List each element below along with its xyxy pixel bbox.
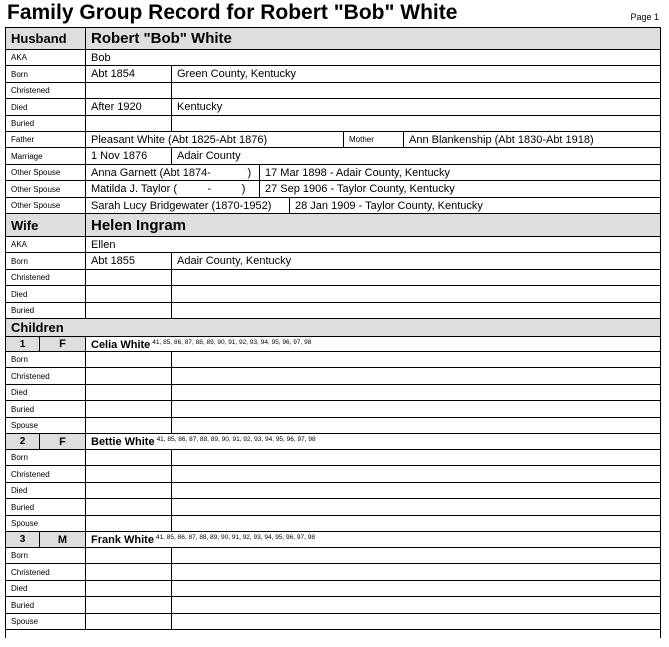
mother-value: Ann Blankenship (Abt 1830-Abt 1918) <box>409 133 594 146</box>
wife-buried-row <box>5 303 661 319</box>
husband-aka-row <box>5 50 661 66</box>
wife-died-place <box>172 286 660 302</box>
other-spouse-marriage: 17 Mar 1898 - Adair County, Kentucky <box>265 166 451 179</box>
child-event-row <box>5 614 661 630</box>
event-date <box>86 614 172 629</box>
event-place <box>172 450 660 465</box>
child-event-row <box>5 401 661 418</box>
event-place <box>172 581 660 596</box>
child-sex: M <box>40 532 86 547</box>
husband-parents-row <box>5 132 661 148</box>
child-sources: 41, 85, 86, 87, 88, 89, 90, 91, 92, 93, 94, 95, 96, 97, 98 <box>155 534 315 541</box>
husband-label: Husband <box>6 28 86 49</box>
row-label: Spouse <box>6 418 86 433</box>
husband-christened-row <box>5 83 661 99</box>
row-label: Buried <box>6 499 86 515</box>
event-date <box>86 564 172 580</box>
child-header-row <box>5 434 661 450</box>
wife-born-row <box>5 253 661 270</box>
row-label: Died <box>6 286 86 302</box>
child-event-row <box>5 516 661 532</box>
other-spouse-name: Sarah Lucy Bridgewater (1870-1952) <box>86 198 290 213</box>
row-label: Buried <box>6 303 86 318</box>
wife-born-date: Abt 1855 <box>86 253 172 269</box>
row-label: Other Spouse <box>6 165 86 180</box>
wife-buried-place <box>172 303 660 318</box>
child-header-row <box>5 532 661 548</box>
event-date <box>86 499 172 515</box>
children-label: Children <box>11 320 64 335</box>
event-date <box>86 418 172 433</box>
husband-born-date: Abt 1854 <box>86 66 172 82</box>
husband-buried-date <box>86 116 172 131</box>
child-event-row <box>5 368 661 385</box>
child-event-row <box>5 581 661 597</box>
event-place <box>172 352 660 367</box>
wife-christened-date <box>86 270 172 285</box>
row-label: Born <box>6 352 86 367</box>
table-continuation <box>5 630 661 638</box>
child-event-row <box>5 466 661 483</box>
child-name: Celia White <box>91 339 151 351</box>
child-event-row <box>5 352 661 368</box>
wife-died-row <box>5 286 661 303</box>
event-date <box>86 466 172 482</box>
page-number: Page 1 <box>630 12 659 22</box>
mother-label: Mother <box>344 132 404 147</box>
row-label: Born <box>6 450 86 465</box>
other-spouse-name: Anna Garnett (Abt 1874- ) <box>86 165 260 180</box>
other-spouse-row <box>5 181 661 198</box>
event-date <box>86 385 172 400</box>
child-event-row <box>5 548 661 564</box>
child-name-cell <box>86 532 660 547</box>
event-place <box>172 385 660 400</box>
row-label: Born <box>6 548 86 563</box>
wife-header-row <box>5 214 661 237</box>
event-date <box>86 368 172 384</box>
husband-name: Robert "Bob" White <box>91 30 232 47</box>
marriage-row <box>5 148 661 165</box>
page-title: Family Group Record for Robert "Bob" White <box>7 1 458 24</box>
event-date <box>86 352 172 367</box>
husband-born-place: Green County, Kentucky <box>177 68 297 80</box>
row-label: Other Spouse <box>6 181 86 197</box>
child-header-row <box>5 337 661 352</box>
wife-label: Wife <box>6 214 86 236</box>
child-sex: F <box>40 337 86 351</box>
event-date <box>86 450 172 465</box>
row-label: Born <box>6 253 86 269</box>
child-event-row <box>5 450 661 466</box>
event-date <box>86 483 172 498</box>
child-sex: F <box>40 434 86 449</box>
child-name-cell <box>86 337 660 351</box>
event-place <box>172 401 660 417</box>
child-event-row <box>5 385 661 401</box>
wife-buried-date <box>86 303 172 318</box>
husband-died-date: After 1920 <box>86 99 172 115</box>
husband-born-row <box>5 66 661 83</box>
event-place <box>172 516 660 531</box>
wife-christened-row <box>5 270 661 286</box>
child-number: 1 <box>6 337 40 351</box>
row-label: AKA <box>6 237 86 252</box>
row-label: Father <box>6 132 86 147</box>
child-name: Frank White <box>91 534 154 546</box>
husband-christened-place <box>172 83 660 98</box>
wife-born-place: Adair County, Kentucky <box>177 255 292 267</box>
event-place <box>172 499 660 515</box>
event-date <box>86 597 172 613</box>
event-date <box>86 581 172 596</box>
row-label: Died <box>6 385 86 400</box>
event-place <box>172 466 660 482</box>
row-label: Born <box>6 66 86 82</box>
row-label: Died <box>6 99 86 115</box>
wife-died-date <box>86 286 172 302</box>
row-label: Buried <box>6 597 86 613</box>
row-label: Christened <box>6 368 86 384</box>
row-label: Buried <box>6 401 86 417</box>
family-group-record <box>5 27 661 638</box>
child-number: 3 <box>6 532 40 547</box>
row-label: AKA <box>6 50 86 65</box>
other-spouse-row <box>5 165 661 181</box>
row-label: Spouse <box>6 614 86 629</box>
husband-buried-row <box>5 116 661 132</box>
child-event-row <box>5 499 661 516</box>
child-event-row <box>5 564 661 581</box>
child-sources: 41, 85, 86, 87, 88, 89, 90, 91, 92, 93, 94, 95, 96, 97, 98 <box>156 436 316 443</box>
event-place <box>172 614 660 629</box>
child-event-row <box>5 483 661 499</box>
row-label: Christened <box>6 564 86 580</box>
husband-christened-date <box>86 83 172 98</box>
row-label: Christened <box>6 83 86 98</box>
wife-name: Helen Ingram <box>91 216 187 234</box>
event-place <box>172 564 660 580</box>
children-header-row <box>5 319 661 337</box>
husband-died-place: Kentucky <box>177 101 223 113</box>
child-event-row <box>5 597 661 614</box>
other-spouse-marriage: 28 Jan 1909 - Taylor County, Kentucky <box>295 199 483 212</box>
child-sources: 41, 85, 86, 87, 88, 89, 90, 91, 92, 93, 94, 95, 96, 97, 98 <box>152 339 312 346</box>
event-place <box>172 418 660 433</box>
wife-christened-place <box>172 270 660 285</box>
other-spouse-row <box>5 198 661 214</box>
child-name: Bettie White <box>91 436 155 448</box>
row-label: Christened <box>6 466 86 482</box>
event-date <box>86 401 172 417</box>
other-spouse-marriage: 27 Sep 1906 - Taylor County, Kentucky <box>265 183 455 195</box>
row-label: Other Spouse <box>6 198 86 213</box>
other-spouse-name: Matilda J. Taylor ( - ) <box>86 181 260 197</box>
wife-aka-row <box>5 237 661 253</box>
event-place <box>172 548 660 563</box>
marriage-date: 1 Nov 1876 <box>86 148 172 164</box>
husband-died-row <box>5 99 661 116</box>
row-label: Buried <box>6 116 86 131</box>
event-place <box>172 597 660 613</box>
child-name-cell <box>86 434 660 449</box>
row-label: Marriage <box>6 148 86 164</box>
husband-buried-place <box>172 116 660 131</box>
child-number: 2 <box>6 434 40 449</box>
event-date <box>86 516 172 531</box>
husband-header-row <box>5 27 661 50</box>
event-place <box>172 368 660 384</box>
event-date <box>86 548 172 563</box>
wife-aka-value: Ellen <box>91 238 116 251</box>
row-label: Spouse <box>6 516 86 531</box>
husband-aka-value: Bob <box>91 51 111 64</box>
row-label: Died <box>6 581 86 596</box>
row-label: Died <box>6 483 86 498</box>
child-event-row <box>5 418 661 434</box>
marriage-place: Adair County <box>177 150 241 162</box>
row-label: Christened <box>6 270 86 285</box>
father-value: Pleasant White (Abt 1825-Abt 1876) <box>86 132 344 147</box>
event-place <box>172 483 660 498</box>
